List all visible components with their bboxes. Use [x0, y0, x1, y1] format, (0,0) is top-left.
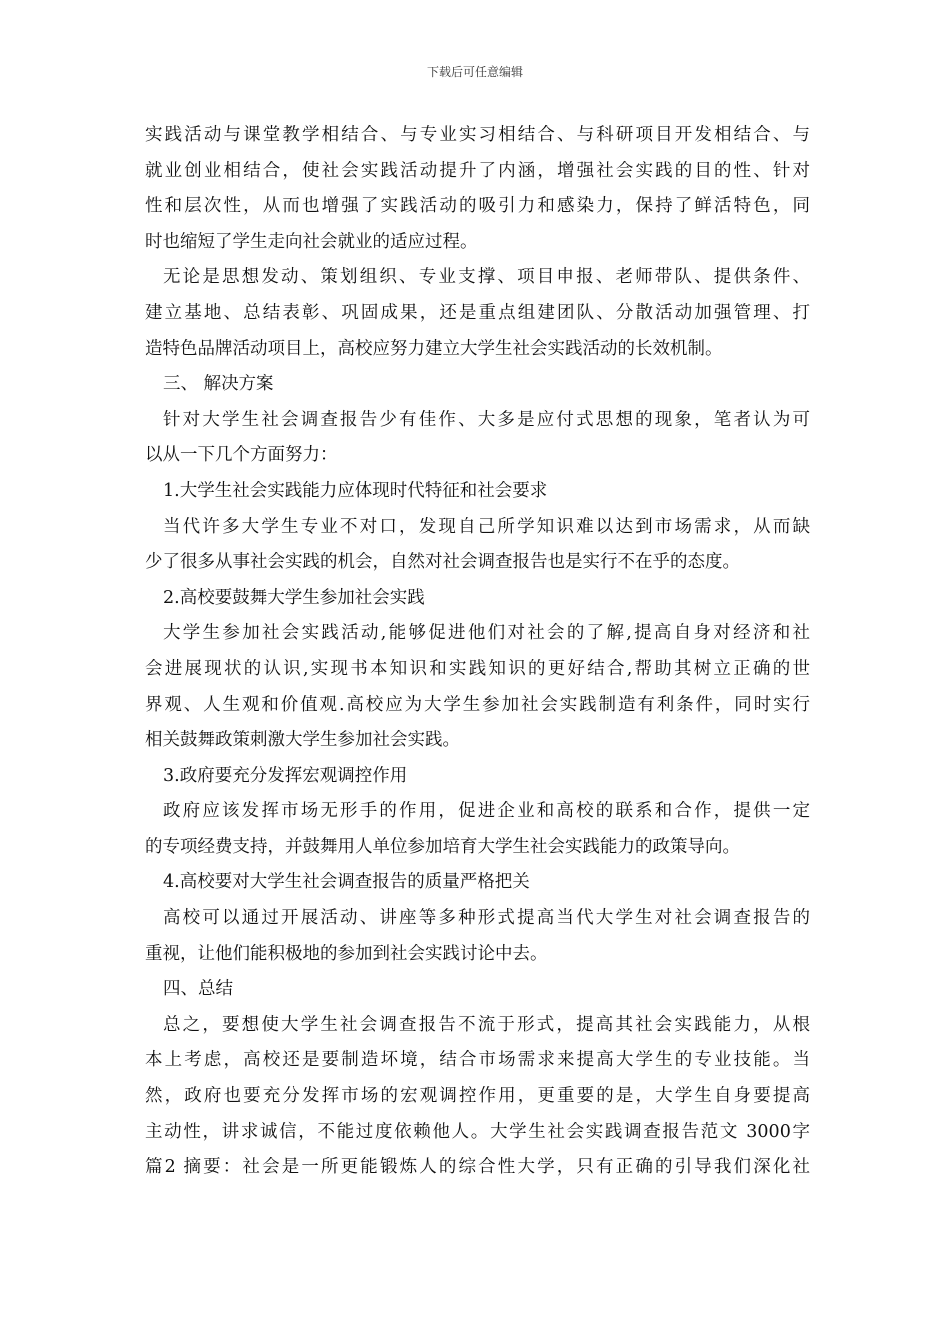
document-body: [145, 118, 810, 1186]
text-line: 针对大学生社会调查报告少有佳作、大多是应付式思想的现象，笔者认为可: [163, 409, 810, 430]
text-line: 重视，让他们能积极地的参加到社会实践讨论中去。: [145, 943, 548, 964]
text-line: 四、总结: [163, 979, 233, 1000]
text-line: 2.高校要鼓舞大学生参加社会实践: [163, 587, 425, 608]
page-header-note: 下载后可任意编辑: [426, 65, 523, 79]
text-line: 总之，要想使大学生社会调查报告不流于形式，提高其社会实践能力，从根: [163, 1014, 810, 1035]
text-line: 政府应该发挥市场无形手的作用，促进企业和高校的联系和合作，提供一定: [163, 801, 810, 822]
text-line: 实践活动与课堂教学相结合、与专业实习相结合、与科研项目开发相结合、与: [145, 125, 810, 145]
text-line: 以从一下几个方面努力：: [145, 445, 338, 466]
text-line: 相关鼓舞政策刺激大学生参加社会实践。: [145, 730, 460, 751]
text-line: 无论是思想发动、策划组织、专业支撑、项目申报、老师带队、提供条件、: [163, 267, 810, 288]
text-line: 建立基地、总结表彰、巩固成果，还是重点组建团队、分散活动加强管理、打: [145, 302, 810, 323]
text-line: 时也缩短了学生走向社会就业的适应过程。: [145, 231, 478, 252]
text-line: 篇2 摘要：社会是一所更能锻炼人的综合性大学，只有正确的引导我们深化社: [145, 1157, 810, 1178]
text-line: 性和层次性，从而也增强了实践活动的吸引力和感染力，保持了鲜活特色，同: [145, 196, 810, 217]
text-line: 4.高校要对大学生社会调查报告的质量严格把关: [163, 872, 530, 893]
text-line: 三、 解决方案: [163, 374, 274, 395]
text-line: 的专项经费支持，并鼓舞用人单位参加培育大学生社会实践能力的政策导向。: [145, 836, 740, 857]
text-line: 界观、人生观和价值观.高校应为大学生参加社会实践制造有利条件，同时实行: [145, 694, 810, 715]
text-line: 高校可以通过开展活动、讲座等多种形式提高当代大学生对社会调查报告的: [163, 908, 810, 929]
text-line: 然，政府也要充分发挥市场的宏观调控作用，更重要的是，大学生自身要提高: [145, 1086, 810, 1107]
text-line: 本上考虑，高校还是要制造坏境，结合市场需求来提高大学生的专业技能。当: [145, 1050, 810, 1071]
text-line: 1.大学生社会实践能力应体现时代特征和社会要求: [163, 480, 548, 501]
text-line: 当代许多大学生专业不对口，发现自己所学知识难以达到市场需求，从而缺: [163, 516, 810, 537]
text-line: 会进展现状的认识,实现书本知识和实践知识的更好结合,帮助其树立正确的世: [145, 658, 810, 679]
text-line: 主动性，讲求诚信，不能过度依赖他人。大学生社会实践调查报告范文 3000字: [145, 1121, 810, 1142]
text-line: 大学生参加社会实践活动,能够促进他们对社会的了解,提高自身对经济和社: [163, 623, 810, 644]
text-line: 3.政府要充分发挥宏观调控作用: [163, 765, 408, 786]
text-line: 造特色品牌活动项目上，高校应努力建立大学生社会实践活动的长效机制。: [145, 338, 723, 359]
text-line: 少了很多从事社会实践的机会，自然对社会调查报告也是实行不在乎的态度。: [145, 552, 740, 573]
text-line: 就业创业相结合，使社会实践活动提升了内涵，增强社会实践的目的性、针对: [145, 160, 810, 181]
